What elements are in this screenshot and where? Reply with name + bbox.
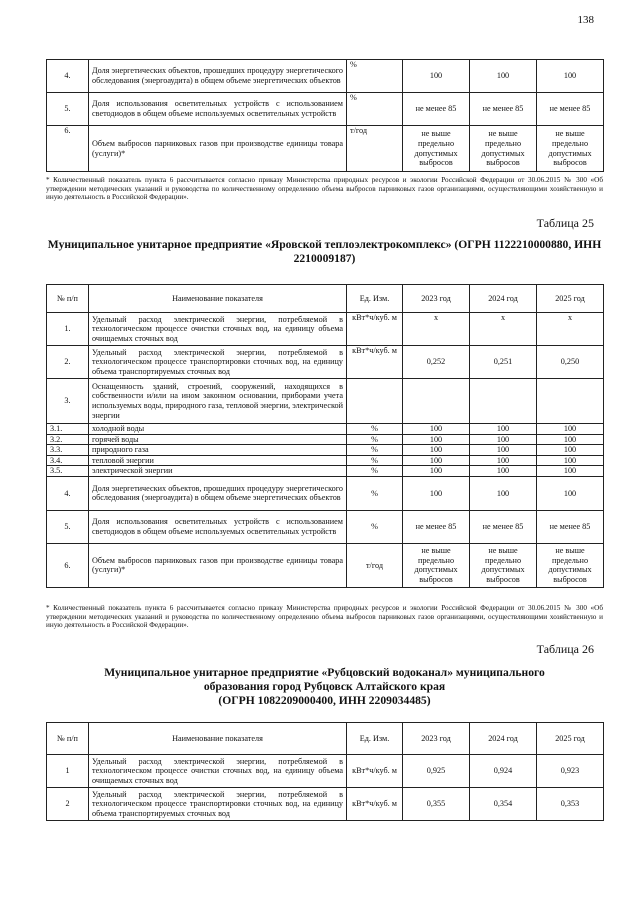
table-row: [47, 445, 604, 456]
value-2025: не менее 85: [537, 510, 604, 543]
value-2024: не выше предельно допустимых выбросов: [470, 543, 537, 587]
indicator-name: Доля использования осветительных устройств с использованием светодиодов в общем объеме используемых осветительных устройств: [89, 510, 347, 543]
row-number: 3.4.: [47, 455, 89, 466]
value-2025: 0,353: [537, 788, 604, 821]
value-2025: 100: [537, 60, 604, 93]
table-caption: Таблица 26: [536, 642, 594, 656]
table-row: [47, 424, 604, 435]
unit: %: [347, 93, 403, 126]
row-number: 3.3.: [47, 445, 89, 456]
row-number: 1: [47, 755, 89, 788]
table-caption: Таблица 25: [536, 216, 594, 230]
value-2025: 100: [537, 424, 604, 435]
unit: %: [347, 455, 403, 466]
value-2023: 100: [403, 466, 470, 477]
value-2025: 0,250: [537, 346, 604, 379]
table-title-line: (ОГРН 1082209000400, ИНН 2209034485): [218, 694, 431, 707]
row-number: 6.: [47, 126, 89, 172]
value-2024: не менее 85: [470, 510, 537, 543]
row-number: 3.2.: [47, 434, 89, 445]
unit: кВт*ч/куб. м: [347, 346, 403, 379]
unit: %: [347, 510, 403, 543]
table-row: [47, 476, 604, 510]
table-row: [47, 455, 604, 466]
indicator-name: Доля энергетических объектов, прошедших процедуру энергетического обследования (энергоаудита) в общем объеме энергетических объектов: [89, 60, 347, 93]
indicators-table-25: [46, 284, 604, 588]
indicator-name: Оснащенность зданий, строений, сооружений, находящихся в собственности и/или на ином законном основании, приборами учета используемых воды, природного газа, тепловой энергии, электрической энергии: [89, 379, 347, 424]
continued-indicators-table: [46, 59, 604, 172]
page-number: 138: [577, 14, 594, 26]
value-2023: не выше предельно допустимых выбросов: [403, 126, 470, 172]
column-header-name: Наименование показателя: [89, 723, 347, 755]
column-header-2024: 2024 год: [470, 723, 537, 755]
value-2023: не менее 85: [403, 510, 470, 543]
column-header-number: № п/п: [47, 285, 89, 313]
row-number: 5.: [47, 93, 89, 126]
value-2023: 0,925: [403, 755, 470, 788]
value-2023: 0,355: [403, 788, 470, 821]
value-2025: не выше предельно допустимых выбросов: [537, 126, 604, 172]
table-title-line: Муниципальное унитарное предприятие «Рубцовский водоканал» муниципального: [104, 666, 545, 679]
indicator-name: тепловой энергии: [89, 455, 347, 466]
table-title-line: образования город Рубцовск Алтайского края: [203, 680, 446, 693]
unit: кВт*ч/куб. м: [347, 788, 403, 821]
value-2024: 0,354: [470, 788, 537, 821]
value-2024: 0,251: [470, 346, 537, 379]
column-header-2025: 2025 год: [537, 723, 604, 755]
value-2024: 100: [470, 60, 537, 93]
table-row: [47, 346, 604, 379]
value-2024: не менее 85: [470, 93, 537, 126]
indicator-name: Доля энергетических объектов, прошедших процедуру энергетического обследования (энергоаудита) в общем объеме энергетических объектов: [89, 476, 347, 510]
value-2023: 100: [403, 476, 470, 510]
column-header-2023: 2023 год: [403, 285, 470, 313]
indicator-name: Удельный расход электрической энергии, потребляемой в технологическом процессе очистки сточных вод, на единицу объема очищаемых сточных вод: [89, 313, 347, 346]
table-row: [47, 466, 604, 477]
table-title: Муниципальное унитарное предприятие «Яровской теплоэлектрокомплекс» (ОГРН 1122210000880, ИНН 2210009187): [47, 238, 602, 265]
unit: т/год: [347, 126, 403, 172]
value-2025: 0,923: [537, 755, 604, 788]
table-row: [47, 60, 604, 93]
footnote: * Количественный показатель пункта 6 рассчитывается согласно приказу Министерства природных ресурсов и экологии Российской Федерации от 30.06.2015 № 300 «Об утверждении методических указаний и руководства по количественному определению объема выбросов парниковых газов организациями, осуществляющими хозяйственную и иную деятельность в Российской Федерации».: [46, 604, 603, 630]
indicator-name: природного газа: [89, 445, 347, 456]
value-2023: не менее 85: [403, 93, 470, 126]
row-number: 5.: [47, 510, 89, 543]
row-number: 6.: [47, 543, 89, 587]
table-header-row: [47, 285, 604, 313]
value-2025: 100: [537, 445, 604, 456]
column-header-2025: 2025 год: [537, 285, 604, 313]
value-2024: 0,924: [470, 755, 537, 788]
value-2024: 100: [470, 424, 537, 435]
unit: кВт*ч/куб. м: [347, 755, 403, 788]
unit: %: [347, 466, 403, 477]
table-row: [47, 543, 604, 587]
table-row: [47, 379, 604, 424]
value-2025: не выше предельно допустимых выбросов: [537, 543, 604, 587]
value-2024: не выше предельно допустимых выбросов: [470, 126, 537, 172]
table-row: [47, 126, 604, 172]
indicator-name: Удельный расход электрической энергии, потребляемой в технологическом процессе транспортировки сточных вод, на единицу объема транспортируемых сточных вод: [89, 346, 347, 379]
row-number: 3.: [47, 379, 89, 424]
table-row: [47, 93, 604, 126]
value-2025: 100: [537, 466, 604, 477]
indicator-name: электрической энергии: [89, 466, 347, 477]
value-2024: [470, 379, 537, 424]
indicator-name: горячей воды: [89, 434, 347, 445]
value-2025: 100: [537, 455, 604, 466]
value-2023: [403, 379, 470, 424]
indicator-name: Удельный расход электрической энергии, потребляемой в технологическом процессе транспортировки сточных вод, на единицу объема транспортируемых сточных вод: [89, 788, 347, 821]
value-2024: 100: [470, 445, 537, 456]
table-title: [46, 666, 603, 708]
value-2024: 100: [470, 455, 537, 466]
unit: %: [347, 445, 403, 456]
unit: %: [347, 476, 403, 510]
unit: %: [347, 60, 403, 93]
value-2023: 0,252: [403, 346, 470, 379]
value-2024: х: [470, 313, 537, 346]
value-2023: 100: [403, 445, 470, 456]
row-number: 4.: [47, 60, 89, 93]
indicators-table-26: [46, 722, 604, 821]
column-header-2023: 2023 год: [403, 723, 470, 755]
value-2025: [537, 379, 604, 424]
row-number: 4.: [47, 476, 89, 510]
unit: кВт*ч/куб. м: [347, 313, 403, 346]
row-number: 1.: [47, 313, 89, 346]
indicator-name: Доля использования осветительных устройств с использованием светодиодов в общем объеме используемых осветительных устройств: [89, 93, 347, 126]
unit: [347, 379, 403, 424]
value-2023: не выше предельно допустимых выбросов: [403, 543, 470, 587]
indicator-name: Объем выбросов парниковых газов при производстве единицы товара (услуги)*: [89, 543, 347, 587]
row-number: 2.: [47, 346, 89, 379]
unit: %: [347, 434, 403, 445]
table-row: [47, 788, 604, 821]
footnote: * Количественный показатель пункта 6 рассчитывается согласно приказу Министерства природных ресурсов и экологии Российской Федерации от 30.06.2015 № 300 «Об утверждении методических указаний и руководства по количественному определению объема выбросов парниковых газов организациями, осуществляющими хозяйственную и иную деятельность в Российской Федерации».: [46, 176, 603, 202]
value-2023: 100: [403, 60, 470, 93]
indicator-name: холодной воды: [89, 424, 347, 435]
column-header-number: № п/п: [47, 723, 89, 755]
value-2024: 100: [470, 434, 537, 445]
value-2024: 100: [470, 466, 537, 477]
table-header-row: [47, 723, 604, 755]
value-2025: 100: [537, 476, 604, 510]
value-2024: 100: [470, 476, 537, 510]
column-header-unit: Ед. Изм.: [347, 723, 403, 755]
value-2023: 100: [403, 434, 470, 445]
unit: т/год: [347, 543, 403, 587]
row-number: 2: [47, 788, 89, 821]
value-2023: 100: [403, 455, 470, 466]
value-2025: не менее 85: [537, 93, 604, 126]
value-2025: 100: [537, 434, 604, 445]
table-row: [47, 755, 604, 788]
table-row: [47, 434, 604, 445]
column-header-name: Наименование показателя: [89, 285, 347, 313]
row-number: 3.5.: [47, 466, 89, 477]
table-row: [47, 313, 604, 346]
indicator-name: Удельный расход электрической энергии, потребляемой в технологическом процессе очистки сточных вод, на единицу объема очищаемых сточных вод: [89, 755, 347, 788]
value-2023: х: [403, 313, 470, 346]
indicator-name: Объем выбросов парниковых газов при производстве единицы товара (услуги)*: [89, 126, 347, 172]
table-row: [47, 510, 604, 543]
column-header-2024: 2024 год: [470, 285, 537, 313]
unit: %: [347, 424, 403, 435]
row-number: 3.1.: [47, 424, 89, 435]
value-2025: х: [537, 313, 604, 346]
column-header-unit: Ед. Изм.: [347, 285, 403, 313]
value-2023: 100: [403, 424, 470, 435]
